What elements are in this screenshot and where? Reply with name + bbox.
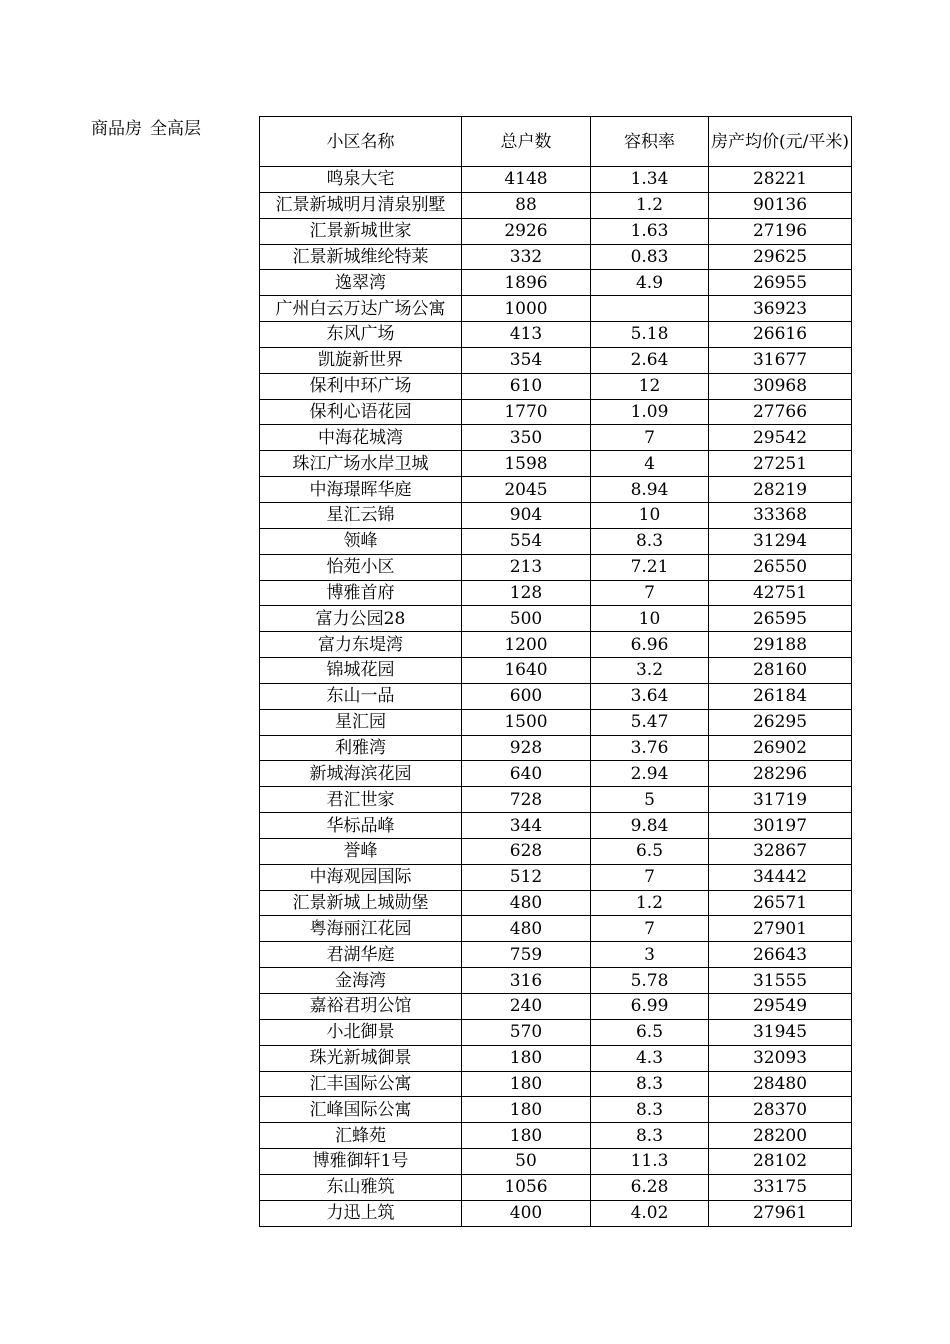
cell-average-price: 27251 [709,451,852,477]
table-row [260,347,852,373]
cell-floor-area-ratio: 6.96 [591,632,709,658]
cell-average-price: 32867 [709,838,852,864]
cell-community-name: 中海观园国际 [260,864,462,890]
table-row [260,554,852,580]
cell-total-households: 512 [462,864,591,890]
cell-community-name: 富力公园28 [260,606,462,632]
table-row [260,451,852,477]
cell-community-name: 汇蜂苑 [260,1123,462,1149]
cell-average-price: 29625 [709,244,852,270]
table-row [260,1071,852,1097]
cell-floor-area-ratio: 4.9 [591,270,709,296]
table-row [260,942,852,968]
cell-community-name: 粤海丽江花园 [260,916,462,942]
table-row [260,528,852,554]
cell-community-name: 珠光新城御景 [260,1045,462,1071]
cell-community-name: 领峰 [260,528,462,554]
table-row [260,399,852,425]
cell-total-households: 180 [462,1071,591,1097]
cell-total-households: 2045 [462,477,591,503]
cell-total-households: 480 [462,890,591,916]
cell-average-price: 26902 [709,735,852,761]
cell-floor-area-ratio: 5 [591,787,709,813]
table-row [260,1123,852,1149]
table-row [260,838,852,864]
cell-floor-area-ratio: 5.47 [591,709,709,735]
cell-community-name: 誉峰 [260,838,462,864]
cell-average-price: 42751 [709,580,852,606]
cell-floor-area-ratio: 6.28 [591,1174,709,1200]
cell-average-price: 26955 [709,270,852,296]
cell-average-price: 31719 [709,787,852,813]
cell-average-price: 33368 [709,502,852,528]
cell-average-price: 27961 [709,1200,852,1226]
cell-floor-area-ratio: 3.2 [591,658,709,684]
cell-total-households: 1770 [462,399,591,425]
cell-average-price: 31555 [709,968,852,994]
table-row [260,994,852,1020]
cell-community-name: 珠江广场水岸卫城 [260,451,462,477]
table-row [260,1019,852,1045]
cell-floor-area-ratio: 4 [591,451,709,477]
cell-total-households: 413 [462,322,591,348]
cell-floor-area-ratio: 8.3 [591,1071,709,1097]
table-body [260,167,852,1227]
cell-total-households: 1598 [462,451,591,477]
cell-floor-area-ratio: 2.94 [591,761,709,787]
cell-average-price: 33175 [709,1174,852,1200]
cell-total-households: 1200 [462,632,591,658]
cell-total-households: 1500 [462,709,591,735]
cell-community-name: 博雅御轩1号 [260,1149,462,1175]
cell-total-households: 88 [462,192,591,218]
cell-average-price: 34442 [709,864,852,890]
cell-floor-area-ratio: 1.2 [591,890,709,916]
table-row [260,580,852,606]
cell-floor-area-ratio: 1.63 [591,218,709,244]
cell-total-households: 180 [462,1123,591,1149]
cell-floor-area-ratio: 9.84 [591,813,709,839]
cell-average-price: 32093 [709,1045,852,1071]
cell-community-name: 小北御景 [260,1019,462,1045]
cell-average-price: 28160 [709,658,852,684]
table-row [260,477,852,503]
cell-community-name: 嘉裕君玥公馆 [260,994,462,1020]
cell-community-name: 星汇云锦 [260,502,462,528]
cell-floor-area-ratio: 1.34 [591,167,709,193]
cell-total-households: 904 [462,502,591,528]
cell-average-price: 31677 [709,347,852,373]
cell-total-households: 332 [462,244,591,270]
cell-floor-area-ratio: 7 [591,425,709,451]
cell-average-price: 28221 [709,167,852,193]
cell-community-name: 汇景新城世家 [260,218,462,244]
cell-total-households: 928 [462,735,591,761]
cell-floor-area-ratio: 11.3 [591,1149,709,1175]
table-row [260,270,852,296]
cell-average-price: 28219 [709,477,852,503]
cell-average-price: 27766 [709,399,852,425]
cell-average-price: 26184 [709,683,852,709]
cell-average-price: 27196 [709,218,852,244]
cell-floor-area-ratio: 10 [591,502,709,528]
cell-community-name: 中海花城湾 [260,425,462,451]
cell-floor-area-ratio: 6.99 [591,994,709,1020]
cell-floor-area-ratio: 7 [591,916,709,942]
table-row [260,606,852,632]
table-row [260,425,852,451]
cell-total-households: 354 [462,347,591,373]
cell-community-name: 汇景新城维纶特莱 [260,244,462,270]
header-community-name: 小区名称 [260,117,462,167]
cell-total-households: 180 [462,1097,591,1123]
cell-average-price: 26643 [709,942,852,968]
cell-floor-area-ratio: 4.3 [591,1045,709,1071]
cell-average-price: 28370 [709,1097,852,1123]
table-row [260,192,852,218]
header-floor-area-ratio: 容积率 [591,117,709,167]
cell-total-households: 570 [462,1019,591,1045]
table-row [260,218,852,244]
table-row [260,244,852,270]
cell-average-price: 26571 [709,890,852,916]
cell-floor-area-ratio: 0.83 [591,244,709,270]
cell-community-name: 汇丰国际公寓 [260,1071,462,1097]
cell-total-households: 50 [462,1149,591,1175]
cell-total-households: 180 [462,1045,591,1071]
cell-average-price: 30968 [709,373,852,399]
cell-average-price: 31294 [709,528,852,554]
cell-floor-area-ratio: 6.5 [591,1019,709,1045]
cell-total-households: 480 [462,916,591,942]
cell-average-price: 26616 [709,322,852,348]
cell-floor-area-ratio: 1.09 [591,399,709,425]
cell-average-price: 28296 [709,761,852,787]
cell-floor-area-ratio: 7 [591,864,709,890]
table-row [260,968,852,994]
cell-community-name: 博雅首府 [260,580,462,606]
cell-community-name: 利雅湾 [260,735,462,761]
cell-floor-area-ratio: 8.3 [591,528,709,554]
cell-total-households: 344 [462,813,591,839]
cell-average-price: 90136 [709,192,852,218]
cell-community-name: 华标品峰 [260,813,462,839]
cell-community-name: 东风广场 [260,322,462,348]
cell-community-name: 富力东堤湾 [260,632,462,658]
cell-floor-area-ratio: 8.3 [591,1097,709,1123]
cell-community-name: 君湖华庭 [260,942,462,968]
table-row [260,761,852,787]
cell-average-price: 36923 [709,296,852,322]
property-table [259,116,852,1227]
cell-community-name: 中海璟晖华庭 [260,477,462,503]
cell-average-price: 27901 [709,916,852,942]
cell-floor-area-ratio [591,296,709,322]
table-row [260,813,852,839]
cell-average-price: 28102 [709,1149,852,1175]
cell-floor-area-ratio: 7.21 [591,554,709,580]
cell-community-name: 汇景新城明月清泉别墅 [260,192,462,218]
cell-community-name: 保利中环广场 [260,373,462,399]
table-row [260,632,852,658]
cell-floor-area-ratio: 6.5 [591,838,709,864]
cell-average-price: 31945 [709,1019,852,1045]
cell-floor-area-ratio: 1.2 [591,192,709,218]
cell-community-name: 锦城花园 [260,658,462,684]
cell-community-name: 金海湾 [260,968,462,994]
cell-floor-area-ratio: 8.94 [591,477,709,503]
cell-floor-area-ratio: 5.78 [591,968,709,994]
cell-floor-area-ratio: 7 [591,580,709,606]
cell-community-name: 鸣泉大宅 [260,167,462,193]
cell-total-households: 640 [462,761,591,787]
cell-total-households: 628 [462,838,591,864]
cell-floor-area-ratio: 8.3 [591,1123,709,1149]
cell-community-name: 东山一品 [260,683,462,709]
cell-average-price: 26550 [709,554,852,580]
cell-total-households: 128 [462,580,591,606]
cell-total-households: 316 [462,968,591,994]
table-row [260,167,852,193]
cell-average-price: 29542 [709,425,852,451]
cell-total-households: 1000 [462,296,591,322]
cell-total-households: 213 [462,554,591,580]
cell-total-households: 554 [462,528,591,554]
table-row [260,1045,852,1071]
cell-average-price: 29549 [709,994,852,1020]
cell-floor-area-ratio: 12 [591,373,709,399]
cell-average-price: 30197 [709,813,852,839]
table-row [260,1097,852,1123]
table-row [260,658,852,684]
cell-total-households: 1640 [462,658,591,684]
cell-total-households: 500 [462,606,591,632]
cell-floor-area-ratio: 3.76 [591,735,709,761]
cell-community-name: 怡苑小区 [260,554,462,580]
cell-community-name: 星汇园 [260,709,462,735]
cell-community-name: 新城海滨花园 [260,761,462,787]
cell-total-households: 4148 [462,167,591,193]
cell-total-households: 600 [462,683,591,709]
cell-average-price: 26295 [709,709,852,735]
cell-average-price: 26595 [709,606,852,632]
table-header-row [260,117,852,167]
sheet-side-label [91,118,201,140]
table-row [260,502,852,528]
table-row [260,916,852,942]
cell-total-households: 350 [462,425,591,451]
table-row [260,1174,852,1200]
cell-community-name: 凯旋新世界 [260,347,462,373]
table-row [260,296,852,322]
cell-floor-area-ratio: 10 [591,606,709,632]
table-row [260,683,852,709]
cell-floor-area-ratio: 5.18 [591,322,709,348]
cell-floor-area-ratio: 4.02 [591,1200,709,1226]
cell-average-price: 29188 [709,632,852,658]
table-row [260,890,852,916]
cell-community-name: 力迅上筑 [260,1200,462,1226]
building-type-label: 全高层 [150,119,201,139]
cell-community-name: 东山雅筑 [260,1174,462,1200]
cell-total-households: 728 [462,787,591,813]
table-row [260,787,852,813]
cell-community-name: 广州白云万达广场公寓 [260,296,462,322]
table-row [260,1149,852,1175]
table-row [260,864,852,890]
table-row [260,735,852,761]
header-total-households: 总户数 [462,117,591,167]
property-category-label: 商品房 [91,119,142,139]
cell-total-households: 2926 [462,218,591,244]
cell-average-price: 28480 [709,1071,852,1097]
table-row [260,322,852,348]
cell-total-households: 240 [462,994,591,1020]
table-row [260,1200,852,1226]
cell-total-households: 1896 [462,270,591,296]
table-row [260,373,852,399]
cell-total-households: 400 [462,1200,591,1226]
cell-floor-area-ratio: 3 [591,942,709,968]
cell-community-name: 保利心语花园 [260,399,462,425]
cell-floor-area-ratio: 3.64 [591,683,709,709]
cell-community-name: 汇景新城上城勋堡 [260,890,462,916]
table-row [260,709,852,735]
cell-community-name: 汇峰国际公寓 [260,1097,462,1123]
header-average-price: 房产均价(元/平米) [709,117,852,167]
cell-community-name: 君汇世家 [260,787,462,813]
cell-community-name: 逸翠湾 [260,270,462,296]
cell-total-households: 610 [462,373,591,399]
cell-total-households: 759 [462,942,591,968]
cell-average-price: 28200 [709,1123,852,1149]
cell-floor-area-ratio: 2.64 [591,347,709,373]
cell-total-households: 1056 [462,1174,591,1200]
